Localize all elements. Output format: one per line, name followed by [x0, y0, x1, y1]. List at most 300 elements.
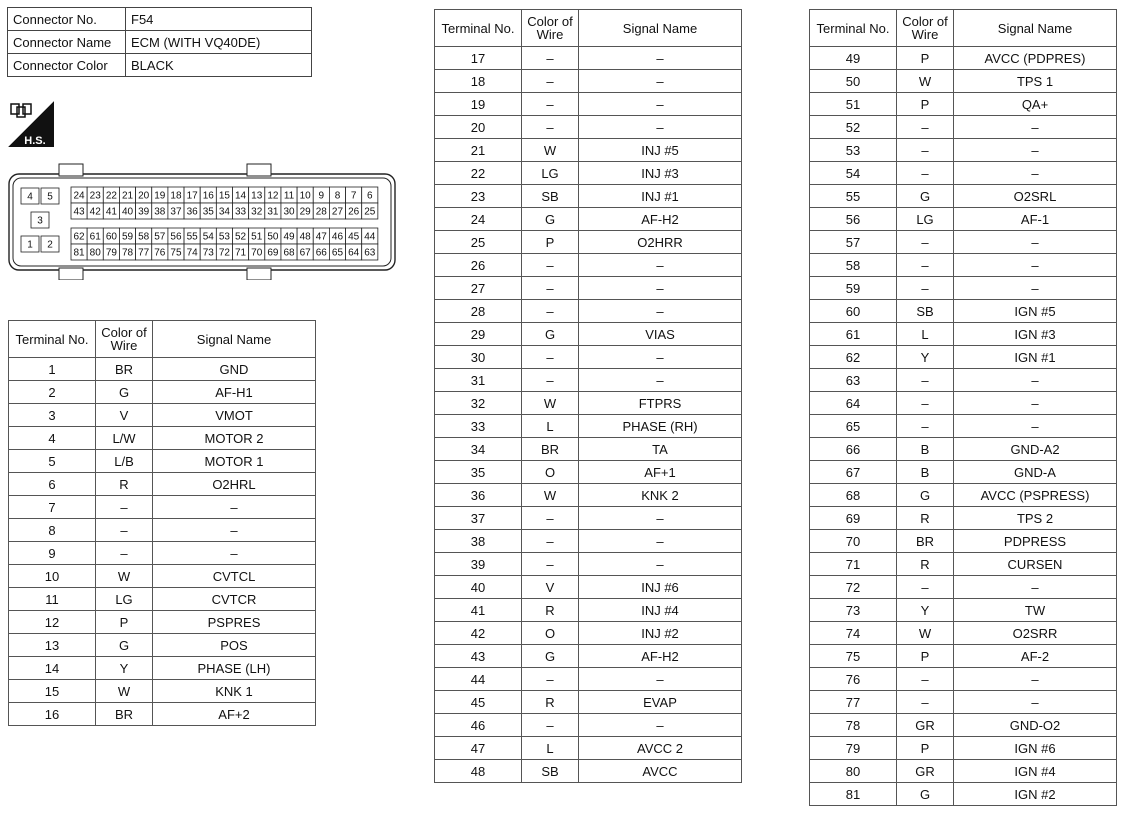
- table-row: [435, 737, 742, 760]
- wire-color-cell: Y: [897, 346, 954, 369]
- terminal-cell: 6: [9, 473, 96, 496]
- svg-text:9: 9: [318, 190, 325, 202]
- signal-name-cell: PHASE (LH): [153, 657, 316, 680]
- svg-text:32: 32: [251, 206, 263, 218]
- connector-pin: [249, 203, 265, 219]
- table-row: [810, 369, 1117, 392]
- signal-name-cell: PHASE (RH): [579, 415, 742, 438]
- signal-name-cell: –: [579, 70, 742, 93]
- connector-pin: [152, 244, 168, 260]
- signal-name-cell: IGN #2: [954, 783, 1117, 806]
- wire-color-cell: –: [897, 392, 954, 415]
- wire-color-cell: –: [522, 70, 579, 93]
- connector-pin-grid: [71, 187, 378, 260]
- svg-text:58: 58: [138, 231, 150, 243]
- svg-text:74: 74: [186, 247, 198, 259]
- signal-name-cell: –: [954, 576, 1117, 599]
- terminal-cell: 11: [9, 588, 96, 611]
- svg-text:13: 13: [251, 190, 263, 202]
- signal-name-cell: –: [579, 530, 742, 553]
- connector-pin: [119, 203, 135, 219]
- terminal-cell: 24: [435, 208, 522, 231]
- svg-text:79: 79: [105, 247, 117, 259]
- svg-text:55: 55: [186, 231, 198, 243]
- wire-color-cell: R: [897, 553, 954, 576]
- connector-pin: [297, 187, 313, 203]
- wire-color-cell: –: [522, 530, 579, 553]
- terminal-cell: 57: [810, 231, 897, 254]
- svg-text:40: 40: [121, 206, 134, 218]
- connector-pin: [136, 187, 152, 203]
- table-row: [435, 691, 742, 714]
- connector-no-row: [8, 8, 312, 31]
- svg-text:39: 39: [138, 206, 150, 218]
- wire-color-cell: –: [522, 116, 579, 139]
- wire-color-cell: R: [522, 599, 579, 622]
- badge-label: H.S.: [24, 135, 46, 147]
- connector-pin: [265, 203, 281, 219]
- wire-color-cell: GR: [897, 760, 954, 783]
- svg-text:60: 60: [105, 231, 117, 243]
- signal-name-cell: –: [579, 254, 742, 277]
- svg-text:61: 61: [89, 231, 101, 243]
- terminal-cell: 23: [435, 185, 522, 208]
- svg-text:7: 7: [350, 190, 357, 202]
- signal-name-cell: –: [579, 369, 742, 392]
- svg-text:3: 3: [37, 215, 43, 227]
- table-row: [9, 680, 316, 703]
- terminal-cell: 5: [9, 450, 96, 473]
- svg-text:65: 65: [331, 247, 344, 259]
- wire-color-cell: W: [96, 565, 153, 588]
- terminal-cell: 20: [435, 116, 522, 139]
- table-row: [9, 634, 316, 657]
- terminal-cell: 79: [810, 737, 897, 760]
- wire-color-cell: –: [897, 162, 954, 185]
- signal-name-header: Signal Name: [954, 10, 1117, 47]
- signal-name-cell: INJ #1: [579, 185, 742, 208]
- connector-pin: [329, 244, 345, 260]
- signal-name-cell: POS: [153, 634, 316, 657]
- table-row: [810, 714, 1117, 737]
- signal-name-cell: EVAP: [579, 691, 742, 714]
- wire-color-cell: V: [522, 576, 579, 599]
- terminal-cell: 2: [9, 381, 96, 404]
- terminal-cell: 17: [435, 47, 522, 70]
- table-row: [810, 737, 1117, 760]
- terminal-cell: 22: [435, 162, 522, 185]
- terminal-cell: 78: [810, 714, 897, 737]
- connector-pin: [21, 236, 39, 252]
- table-row: [810, 553, 1117, 576]
- table-row: [435, 392, 742, 415]
- terminal-cell: 69: [810, 507, 897, 530]
- connector-pin: [152, 203, 168, 219]
- svg-text:73: 73: [202, 247, 214, 259]
- wire-color-cell: P: [522, 231, 579, 254]
- table-row: [435, 346, 742, 369]
- wire-color-cell: –: [522, 346, 579, 369]
- signal-name-cell: –: [153, 496, 316, 519]
- connector-pin: [103, 228, 119, 244]
- svg-text:43: 43: [73, 206, 85, 218]
- svg-text:52: 52: [235, 231, 247, 243]
- wire-color-cell: W: [522, 484, 579, 507]
- signal-name-cell: –: [579, 668, 742, 691]
- terminal-cell: 63: [810, 369, 897, 392]
- table-row: [9, 588, 316, 611]
- signal-name-cell: TPS 2: [954, 507, 1117, 530]
- terminal-cell: 27: [435, 277, 522, 300]
- connector-pin: [297, 203, 313, 219]
- wire-color-cell: W: [522, 139, 579, 162]
- terminal-cell: 39: [435, 553, 522, 576]
- terminal-cell: 70: [810, 530, 897, 553]
- signal-name-cell: VIAS: [579, 323, 742, 346]
- signal-name-cell: AF-H1: [153, 381, 316, 404]
- svg-text:18: 18: [170, 190, 182, 202]
- table-row: [810, 691, 1117, 714]
- table-row: [9, 450, 316, 473]
- table-row: [810, 208, 1117, 231]
- connector-pin: [249, 244, 265, 260]
- signal-name-cell: AVCC: [579, 760, 742, 783]
- wire-color-cell: L: [897, 323, 954, 346]
- svg-text:59: 59: [121, 231, 134, 243]
- wire-color-cell: R: [897, 507, 954, 530]
- svg-text:10: 10: [299, 190, 311, 202]
- wire-color-cell: –: [96, 542, 153, 565]
- table-row: [9, 542, 316, 565]
- connector-pin: [216, 244, 232, 260]
- table-row: [810, 507, 1117, 530]
- terminal-cell: 15: [9, 680, 96, 703]
- wire-color-cell: –: [522, 93, 579, 116]
- table-row: [810, 277, 1117, 300]
- connector-pin: [362, 203, 378, 219]
- table-row: [810, 461, 1117, 484]
- terminal-cell: 47: [435, 737, 522, 760]
- svg-text:31: 31: [267, 206, 279, 218]
- signal-name-cell: O2SRL: [954, 185, 1117, 208]
- wire-color-cell: G: [522, 208, 579, 231]
- wire-color-cell: GR: [897, 714, 954, 737]
- wire-color-cell: V: [96, 404, 153, 427]
- connector-pin: [87, 228, 103, 244]
- wire-color-cell: –: [897, 254, 954, 277]
- signal-name-cell: –: [954, 691, 1117, 714]
- table-row: [810, 254, 1117, 277]
- connector-pin: [119, 228, 135, 244]
- terminal-cell: 3: [9, 404, 96, 427]
- signal-name-cell: O2HRR: [579, 231, 742, 254]
- svg-text:67: 67: [299, 247, 311, 259]
- svg-text:27: 27: [331, 206, 344, 218]
- svg-text:71: 71: [235, 247, 247, 259]
- svg-text:24: 24: [73, 190, 85, 202]
- svg-text:64: 64: [348, 247, 360, 259]
- connector-pin: [200, 187, 216, 203]
- svg-text:33: 33: [235, 206, 247, 218]
- connector-pin: [136, 228, 152, 244]
- table-row: [435, 70, 742, 93]
- wire-color-cell: R: [522, 691, 579, 714]
- svg-text:11: 11: [283, 190, 295, 202]
- table-row: [810, 116, 1117, 139]
- wire-color-cell: W: [897, 70, 954, 93]
- svg-text:72: 72: [218, 247, 230, 259]
- wire-color-cell: –: [522, 507, 579, 530]
- connector-pin: [233, 228, 249, 244]
- wire-color-cell: O: [522, 622, 579, 645]
- connector-pin: [200, 244, 216, 260]
- signal-name-cell: O2SRR: [954, 622, 1117, 645]
- terminal-cell: 36: [435, 484, 522, 507]
- table-row: [9, 358, 316, 381]
- table-row: [9, 404, 316, 427]
- wire-color-cell: P: [897, 645, 954, 668]
- svg-text:44: 44: [364, 231, 376, 243]
- terminal-cell: 68: [810, 484, 897, 507]
- signal-name-header: Signal Name: [579, 10, 742, 47]
- table-row: [810, 346, 1117, 369]
- svg-text:53: 53: [218, 231, 230, 243]
- connector-pin: [87, 203, 103, 219]
- wire-color-cell: L: [522, 737, 579, 760]
- terminal-cell: 10: [9, 565, 96, 588]
- terminal-cell: 65: [810, 415, 897, 438]
- connector-pin: [265, 228, 281, 244]
- signal-name-cell: AF-H2: [579, 645, 742, 668]
- wire-color-cell: –: [897, 415, 954, 438]
- connector-pin: [168, 187, 184, 203]
- terminal-cell: 1: [9, 358, 96, 381]
- wire-color-cell: Y: [897, 599, 954, 622]
- terminal-cell: 62: [810, 346, 897, 369]
- connector-pin: [200, 203, 216, 219]
- terminal-cell: 40: [435, 576, 522, 599]
- terminal-cell: 81: [810, 783, 897, 806]
- svg-text:25: 25: [364, 206, 376, 218]
- terminal-cell: 59: [810, 277, 897, 300]
- wire-color-cell: LG: [897, 208, 954, 231]
- table-row: [9, 381, 316, 404]
- svg-text:48: 48: [299, 231, 311, 243]
- table-row: [810, 438, 1117, 461]
- table-row: [810, 47, 1117, 70]
- signal-name-cell: IGN #1: [954, 346, 1117, 369]
- table-row: [810, 645, 1117, 668]
- svg-text:69: 69: [267, 247, 279, 259]
- table-row: [435, 553, 742, 576]
- terminal-table-1: [8, 320, 316, 726]
- terminal-cell: 80: [810, 760, 897, 783]
- svg-text:51: 51: [251, 231, 263, 243]
- svg-text:56: 56: [170, 231, 182, 243]
- connector-pin: [119, 187, 135, 203]
- wire-color-cell: B: [897, 461, 954, 484]
- signal-name-header: Signal Name: [153, 321, 316, 358]
- table-row: [435, 116, 742, 139]
- wire-color-cell: –: [522, 47, 579, 70]
- connector-pin: [216, 187, 232, 203]
- table-row: [435, 93, 742, 116]
- wire-color-cell: W: [522, 392, 579, 415]
- connector-name-label: Connector Name: [8, 31, 126, 54]
- svg-text:57: 57: [154, 231, 166, 243]
- terminal-cell: 14: [9, 657, 96, 680]
- table-row: [9, 473, 316, 496]
- connector-pin: [71, 187, 87, 203]
- wire-color-cell: O: [522, 461, 579, 484]
- svg-text:78: 78: [121, 247, 134, 259]
- signal-name-cell: MOTOR 2: [153, 427, 316, 450]
- connector-pin: [216, 203, 232, 219]
- table-row: [9, 611, 316, 634]
- terminal-cell: 7: [9, 496, 96, 519]
- table-row: [810, 599, 1117, 622]
- terminal-cell: 51: [810, 93, 897, 116]
- wire-color-cell: LG: [96, 588, 153, 611]
- terminal-cell: 74: [810, 622, 897, 645]
- terminal-cell: 21: [435, 139, 522, 162]
- signal-name-cell: –: [954, 116, 1117, 139]
- svg-text:62: 62: [73, 231, 85, 243]
- connector-pin: [152, 187, 168, 203]
- svg-text:66: 66: [315, 247, 327, 259]
- wire-color-cell: SB: [522, 760, 579, 783]
- signal-name-cell: –: [954, 254, 1117, 277]
- terminal-cell: 71: [810, 553, 897, 576]
- connector-pin: [136, 244, 152, 260]
- signal-name-cell: INJ #5: [579, 139, 742, 162]
- svg-text:6: 6: [366, 190, 373, 202]
- table-row: [810, 300, 1117, 323]
- connector-pin: [103, 187, 119, 203]
- connector-color-label: Connector Color: [8, 54, 126, 77]
- table-row: [435, 47, 742, 70]
- connector-pin: [249, 228, 265, 244]
- connector-pin: [313, 187, 329, 203]
- terminal-cell: 16: [9, 703, 96, 726]
- signal-name-cell: –: [579, 507, 742, 530]
- signal-name-cell: AF-2: [954, 645, 1117, 668]
- terminal-cell: 66: [810, 438, 897, 461]
- svg-text:2: 2: [47, 239, 53, 251]
- table-row: [435, 599, 742, 622]
- signal-name-cell: O2HRL: [153, 473, 316, 496]
- signal-name-cell: –: [954, 369, 1117, 392]
- table-row: [810, 70, 1117, 93]
- signal-name-cell: PDPRESS: [954, 530, 1117, 553]
- terminal-cell: 48: [435, 760, 522, 783]
- terminal-cell: 25: [435, 231, 522, 254]
- svg-text:77: 77: [138, 247, 150, 259]
- wire-color-cell: L/W: [96, 427, 153, 450]
- signal-name-cell: –: [954, 277, 1117, 300]
- table-row: [435, 714, 742, 737]
- signal-name-cell: GND-A: [954, 461, 1117, 484]
- table-row: [810, 622, 1117, 645]
- svg-text:75: 75: [170, 247, 182, 259]
- terminal-table-3: [809, 9, 1117, 806]
- svg-text:36: 36: [186, 206, 198, 218]
- terminal-cell: 56: [810, 208, 897, 231]
- signal-name-cell: –: [579, 47, 742, 70]
- table-row: [810, 484, 1117, 507]
- signal-name-cell: –: [153, 519, 316, 542]
- terminal-cell: 46: [435, 714, 522, 737]
- connector-pin: [71, 203, 87, 219]
- terminal-cell: 52: [810, 116, 897, 139]
- table-row: [435, 530, 742, 553]
- table-row: [435, 645, 742, 668]
- svg-text:1: 1: [27, 239, 33, 251]
- table-row: [435, 231, 742, 254]
- svg-text:42: 42: [89, 206, 101, 218]
- table-row: [810, 231, 1117, 254]
- connector-pin: [233, 187, 249, 203]
- svg-text:37: 37: [170, 206, 182, 218]
- table-header: [810, 10, 1117, 47]
- signal-name-cell: TPS 1: [954, 70, 1117, 93]
- terminal-cell: 41: [435, 599, 522, 622]
- wire-color-header: Color of Wire: [522, 10, 579, 47]
- terminal-cell: 77: [810, 691, 897, 714]
- connector-pin: [297, 244, 313, 260]
- connector-pin: [168, 203, 184, 219]
- svg-text:30: 30: [283, 206, 295, 218]
- svg-text:38: 38: [154, 206, 166, 218]
- svg-text:50: 50: [267, 231, 279, 243]
- table-row: [810, 415, 1117, 438]
- signal-name-cell: –: [954, 231, 1117, 254]
- signal-name-cell: IGN #3: [954, 323, 1117, 346]
- terminal-cell: 76: [810, 668, 897, 691]
- svg-text:49: 49: [283, 231, 295, 243]
- terminal-cell: 29: [435, 323, 522, 346]
- table-row: [435, 760, 742, 783]
- terminal-cell: 61: [810, 323, 897, 346]
- connector-pin: [87, 244, 103, 260]
- signal-name-cell: TA: [579, 438, 742, 461]
- terminal-cell: 67: [810, 461, 897, 484]
- signal-name-cell: QA+: [954, 93, 1117, 116]
- svg-text:54: 54: [202, 231, 214, 243]
- connector-pin: [103, 203, 119, 219]
- terminal-cell: 60: [810, 300, 897, 323]
- connector-pin: [168, 228, 184, 244]
- table-row: [9, 703, 316, 726]
- connector-pin: [184, 203, 200, 219]
- table-row: [435, 139, 742, 162]
- wire-color-cell: P: [897, 737, 954, 760]
- table-row: [435, 185, 742, 208]
- table-row: [810, 392, 1117, 415]
- signal-name-cell: –: [954, 415, 1117, 438]
- signal-name-cell: INJ #4: [579, 599, 742, 622]
- signal-name-cell: –: [954, 668, 1117, 691]
- signal-name-cell: –: [579, 714, 742, 737]
- svg-text:46: 46: [331, 231, 344, 243]
- svg-text:14: 14: [235, 190, 247, 202]
- terminal-cell: 75: [810, 645, 897, 668]
- svg-text:26: 26: [348, 206, 360, 218]
- table-row: [810, 783, 1117, 806]
- connector-no-label: Connector No.: [8, 8, 126, 31]
- svg-text:63: 63: [364, 247, 376, 259]
- terminal-cell: 8: [9, 519, 96, 542]
